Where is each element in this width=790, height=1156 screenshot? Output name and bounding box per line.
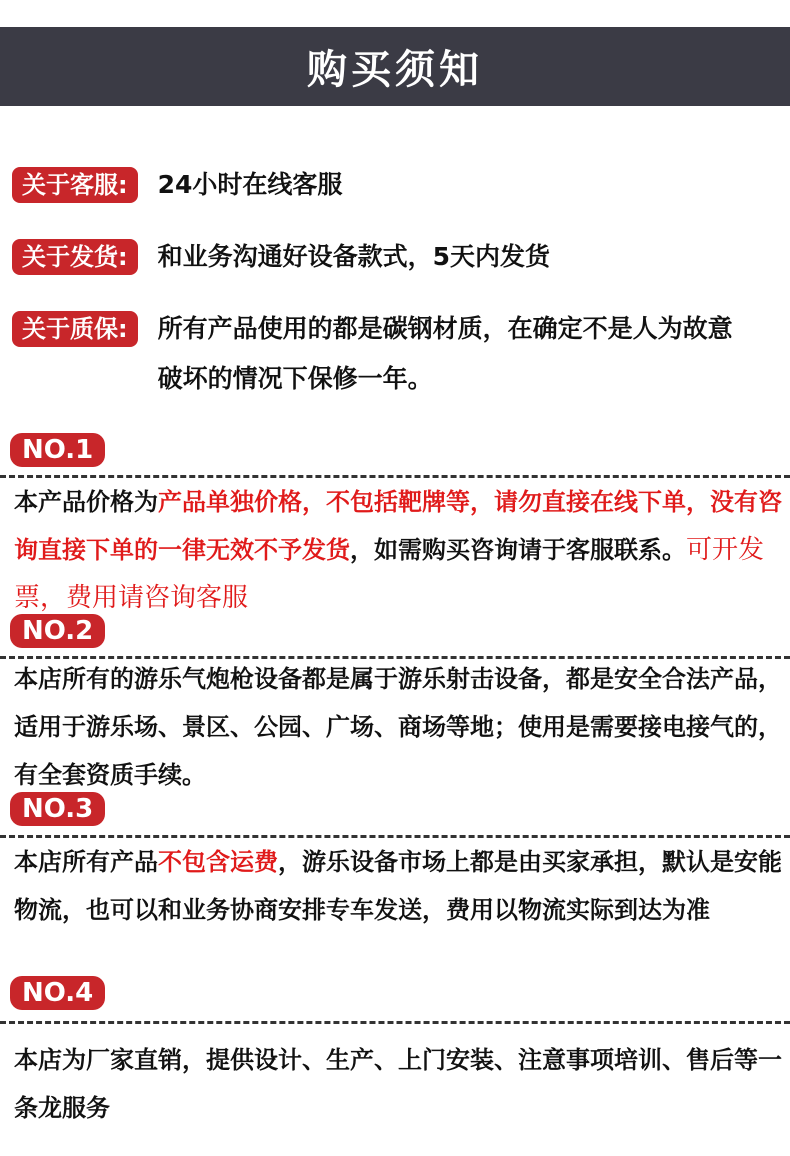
notice-text-4: 本店为厂家直销，提供设计、生产、上门安装、注意事项培训、售后等一条龙服务 [14,1046,782,1122]
header-banner [0,27,790,106]
info-tag-service: 关于客服: [12,167,138,203]
info-row-shipping [12,239,738,282]
notice-1-highlight: 产品单独价格，不包括靶牌等，请勿直接在线下单，没有咨询直接下单的一律无效不予发货 [14,488,782,564]
notice-text-1 [14,478,784,622]
info-tag-shipping: 关于发货: [12,239,138,275]
notice-badge-1: NO.1 [10,433,105,467]
info-row-service [12,167,738,210]
notice-3-highlight: 不包含运费 [158,848,278,876]
notice-1-invoice: 可开发票，费用请咨询客服 [14,535,765,613]
notice-3-rest: ，游乐设备市场上都是由买家承担，默认是安能物流，也可以和业务协商安排专车发送，费用以物流实际到达为准 [14,848,782,924]
info-text-shipping: 和业务沟通好设备款式，5天内发货 [157,242,551,271]
notice-1-lead: 本产品价格为 [14,488,158,516]
notice-text-2: 本店所有的游乐气炮枪设备都是属于游乐射击设备，都是安全合法产品，适用于游乐场、景区、公园、广场、商场等地；使用是需要接电接气的，有全套资质手续。 [14,665,782,789]
info-row-warranty [12,311,738,404]
notice-badge-3: NO.3 [10,792,105,826]
notice-badge-2: NO.2 [10,614,105,648]
notice-3-lead: 本店所有产品 [14,848,158,876]
info-text-warranty: 所有产品使用的都是碳钢材质，在确定不是人为故意破坏的情况下保修一年。 [157,314,733,393]
info-text-service: 24小时在线客服 [157,170,343,199]
info-tag-warranty: 关于质保: [12,311,138,347]
notice-badge-4: NO.4 [10,976,105,1010]
page-title: 购买须知 [307,47,483,93]
notice-text-3 [14,838,784,934]
notice-1-contact: ，如需购买咨询请于客服联系。 [350,536,686,564]
divider-4 [0,1021,790,1024]
